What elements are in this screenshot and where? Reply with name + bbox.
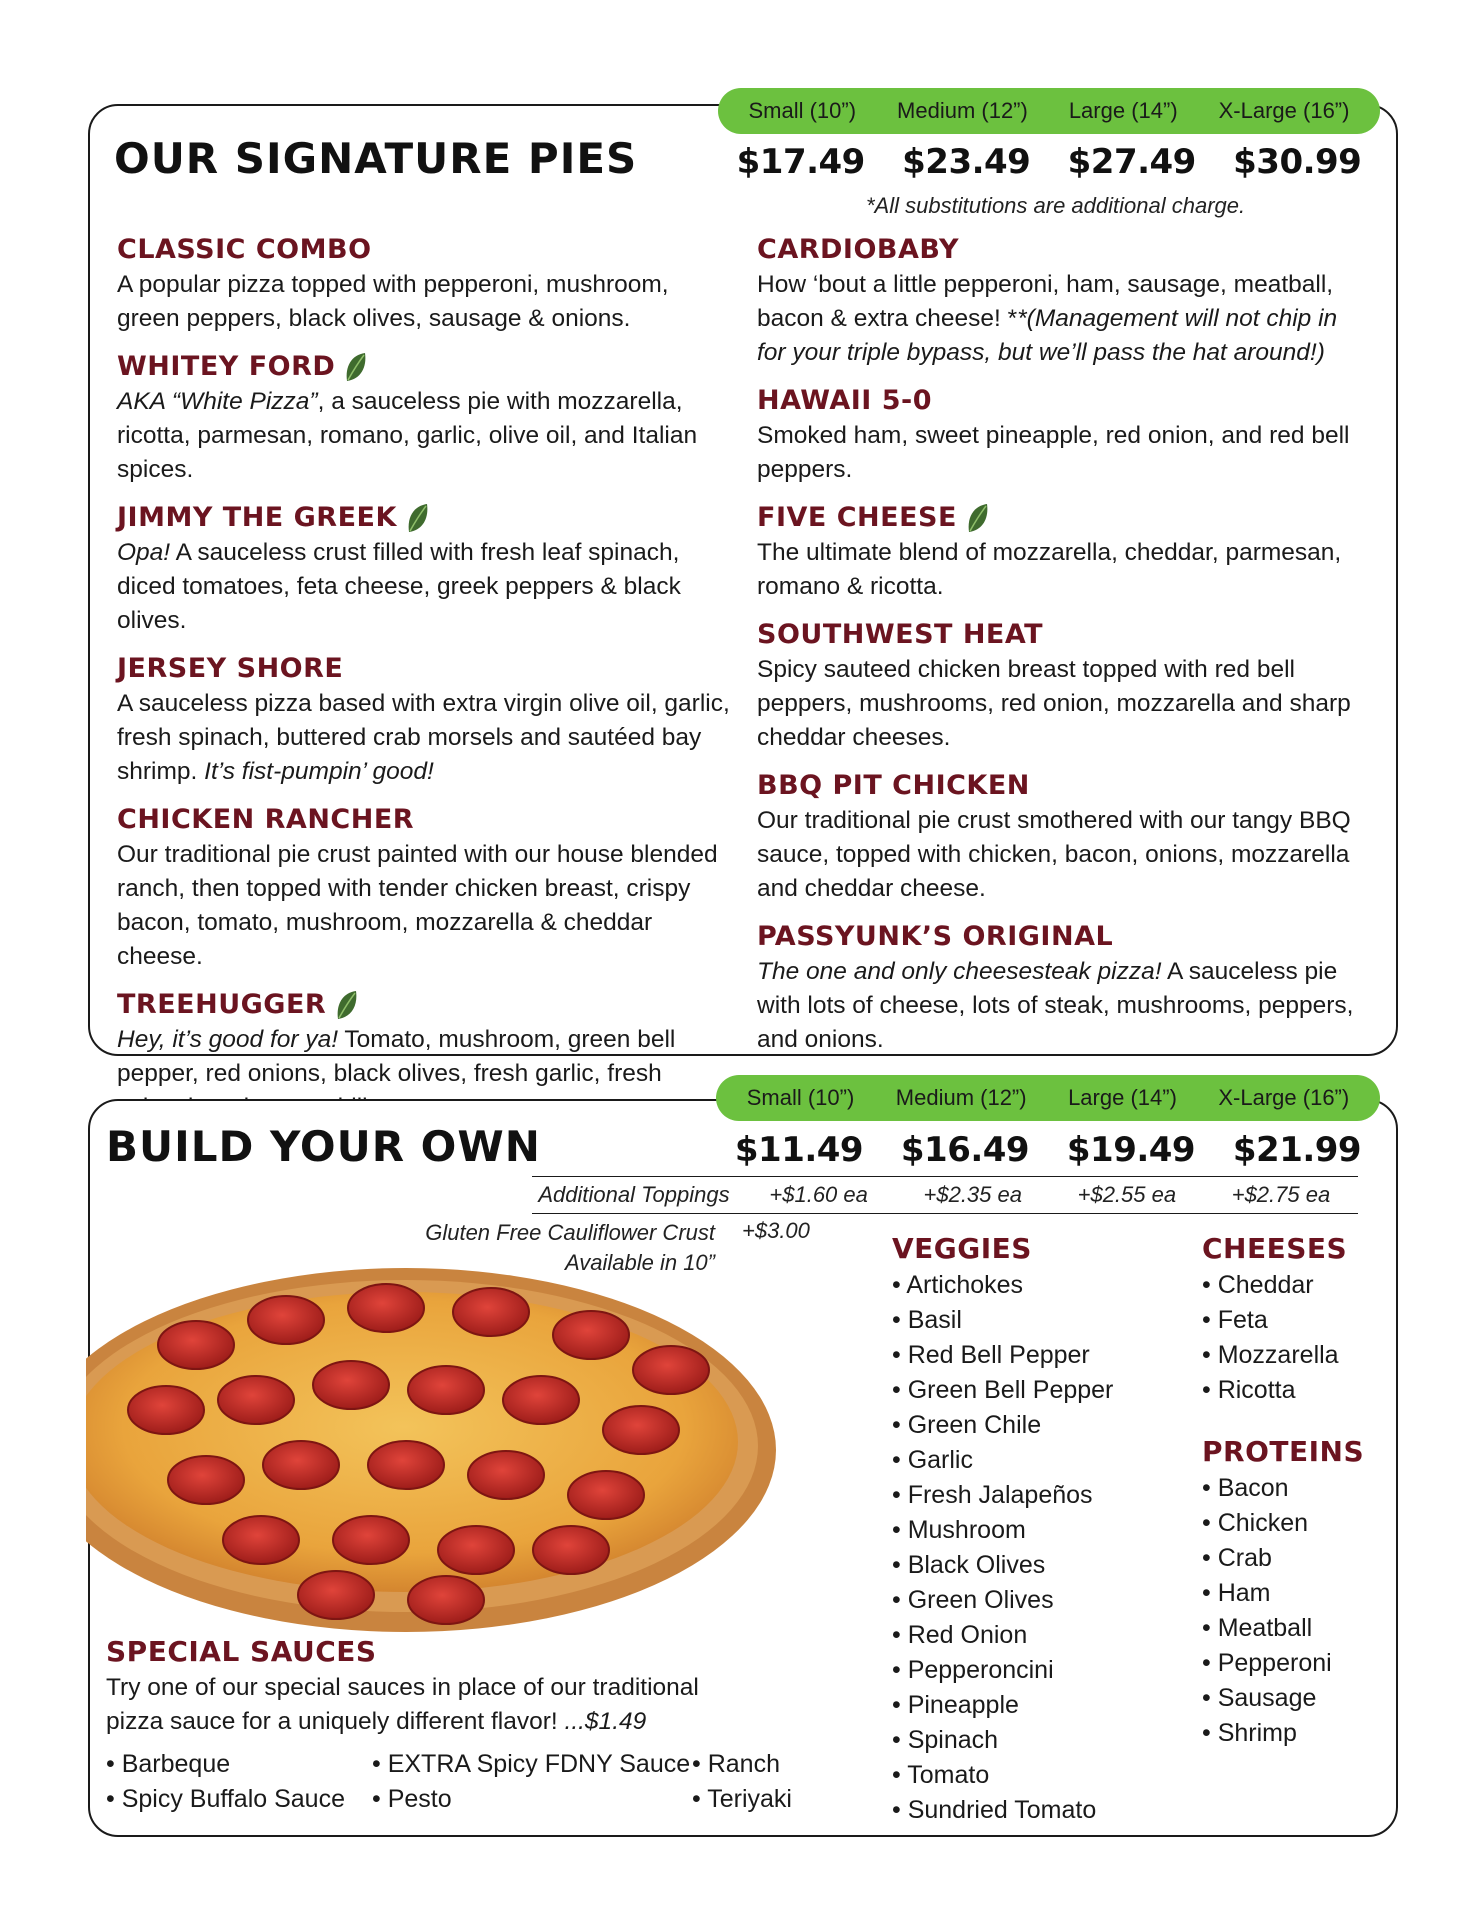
size-small: Small (10”): [748, 98, 857, 123]
pie-tagline: Opa!: [117, 539, 171, 566]
special-sauces-desc: [106, 1671, 726, 1739]
cheese-item: • Cheddar: [1202, 1268, 1364, 1303]
pepperoni-slice: [468, 1451, 544, 1499]
additional-toppings-row: [532, 1176, 1358, 1214]
veggie-item: • Pineapple: [892, 1688, 1113, 1723]
veggie-item: • Red Onion: [892, 1618, 1113, 1653]
pepperoni-slice: [633, 1346, 709, 1394]
veggies-title: VEGGIES: [892, 1232, 1032, 1265]
veggie-item: • Green Chile: [892, 1408, 1113, 1443]
pepperoni-slice: [223, 1516, 299, 1564]
size-medium: Medium (12”): [897, 98, 1028, 123]
protein-item: • Ham: [1202, 1576, 1364, 1611]
pepperoni-slice: [128, 1386, 204, 1434]
pepperoni-slice: [503, 1376, 579, 1424]
pepperoni-slice: [603, 1406, 679, 1454]
leaf-icon: [965, 502, 991, 534]
pie-name-text: CLASSIC COMBO: [117, 234, 372, 265]
build-prices: [716, 1130, 1380, 1170]
proteins-title: PROTEINS: [1202, 1435, 1365, 1468]
veggies-list: [892, 1268, 1113, 1828]
pie-item: [757, 232, 1362, 370]
veggies-column: [892, 1230, 1113, 1828]
pie-name: [757, 768, 1362, 804]
veggie-item: • Green Bell Pepper: [892, 1373, 1113, 1408]
size-xlarge: X-Large (16”): [1218, 98, 1350, 123]
pie-description: [757, 268, 1362, 370]
pie-tagline: AKA “White Pizza”: [117, 388, 318, 415]
sauce-item: • Ranch: [692, 1747, 792, 1782]
pie-name-text: CHICKEN RANCHER: [117, 804, 415, 835]
sauce-item: • Teriyaki: [692, 1782, 792, 1817]
pie-item: [757, 500, 1362, 604]
pie-name-text: JERSEY SHORE: [117, 653, 344, 684]
pie-item: [757, 768, 1362, 906]
pepperoni-slice: [568, 1471, 644, 1519]
pie-name-text: HAWAII 5-0: [757, 385, 933, 416]
pie-item: [757, 617, 1362, 755]
veggie-item: • Artichokes: [892, 1268, 1113, 1303]
leaf-icon: [405, 502, 431, 534]
gluten-free-line1: Gluten Free Cauliflower Crust: [425, 1220, 715, 1245]
protein-item: • Sausage: [1202, 1681, 1364, 1716]
pepperoni-pizza-image: [86, 1250, 786, 1640]
pepperoni-slice: [368, 1441, 444, 1489]
price-xlarge: $21.99: [1232, 1130, 1362, 1170]
pie-item: [117, 802, 733, 974]
toppings-label: Additional Toppings: [538, 1182, 730, 1207]
pie-tagline: The one and only cheesesteak pizza!: [757, 958, 1162, 985]
pepperoni-slice: [313, 1361, 389, 1409]
cheeses-column: [1202, 1230, 1364, 1751]
pie-description-text: Tomato, mushroom, green bell pepper, red onions, black olives, fresh garlic, fresh: [117, 1026, 676, 1087]
signature-title: OUR SIGNATURE PIES: [114, 134, 638, 183]
pie-name-text: WHITEY FORD: [117, 351, 336, 382]
protein-item: • Meatball: [1202, 1611, 1364, 1646]
price-large: $19.49: [1066, 1130, 1196, 1170]
protein-item: • Bacon: [1202, 1471, 1364, 1506]
size-small: Small (10”): [746, 1085, 855, 1110]
veggie-item: • Mushroom: [892, 1513, 1113, 1548]
price-medium: $23.49: [902, 142, 1031, 182]
price-medium: $16.49: [900, 1130, 1030, 1170]
pie-name: [117, 232, 733, 268]
cheese-item: • Ricotta: [1202, 1373, 1364, 1408]
pie-description: [117, 687, 733, 789]
pie-name: [117, 349, 733, 385]
cheeses-list: [1202, 1268, 1364, 1408]
pie-description-text: Our traditional pie crust painted with our house blended ranch, then topped with tender chicken breast, crispy bacon, tomato, mushroom, mozzarella & cheddar cheese.: [117, 841, 718, 970]
pie-name: [117, 500, 733, 536]
veggie-item: • Garlic: [892, 1443, 1113, 1478]
pie-name-text: CARDIOBABY: [757, 234, 960, 265]
pie-description-text: A popular pizza topped with pepperoni, mushroom, green peppers, black olives, sausage & onions.: [117, 271, 669, 332]
pie-description: [117, 536, 733, 638]
veggie-item: • Black Olives: [892, 1548, 1113, 1583]
pie-description-text: Smoked ham, sweet pineapple, red onion, and red bell peppers.: [757, 422, 1350, 483]
pepperoni-slice: [263, 1441, 339, 1489]
sauce-item: • Pesto: [372, 1782, 690, 1817]
cheeses-title: CHEESES: [1202, 1232, 1348, 1265]
pie-description-text: The ultimate blend of mozzarella, cheddar, parmesan, romano & ricotta.: [757, 539, 1342, 600]
pepperoni-slice: [438, 1526, 514, 1574]
veggie-item: • Green Olives: [892, 1583, 1113, 1618]
pie-description-text: A sauceless pie with lots of cheese, lots of steak, mushrooms, peppers, and onions.: [757, 958, 1354, 1053]
cheese-item: • Mozzarella: [1202, 1338, 1364, 1373]
pie-description-tail: *(Management will not chip in for your triple bypass, but we’ll pass the hat around!): [757, 305, 1338, 366]
price-large: $27.49: [1067, 142, 1196, 182]
sauces-list-2: [372, 1747, 690, 1817]
pepperoni-slice: [408, 1366, 484, 1414]
pie-name-text: FIVE CHEESE: [757, 502, 957, 533]
pie-description-tail: It’s fist-pumpin’ good!: [204, 758, 434, 785]
pepperoni-slice: [298, 1571, 374, 1619]
pie-description-text: Our traditional pie crust smothered with our tangy BBQ sauce, topped with chicken, bacon, onions, mozzarella and cheddar cheese.: [757, 807, 1351, 902]
veggie-item: • Red Bell Pepper: [892, 1338, 1113, 1373]
veggie-item: • Fresh Jalapeños: [892, 1478, 1113, 1513]
special-sauces-text: Try one of our special sauces in place of our traditional pizza sauce for a uniquely different flavor!: [106, 1674, 699, 1735]
leaf-icon: [334, 989, 360, 1021]
size-medium: Medium (12”): [895, 1085, 1027, 1110]
signature-prices: [718, 142, 1380, 182]
price-small: $11.49: [734, 1130, 864, 1170]
protein-item: • Chicken: [1202, 1506, 1364, 1541]
pie-tagline: Hey, it’s good for ya!: [117, 1026, 339, 1053]
size-xlarge: X-Large (16”): [1218, 1085, 1350, 1110]
pie-name-text: SOUTHWEST HEAT: [757, 619, 1044, 650]
pepperoni-slice: [168, 1456, 244, 1504]
price-small: $17.49: [736, 142, 865, 182]
signature-left-column: [117, 232, 733, 1138]
pie-name: [757, 919, 1362, 955]
pepperoni-slice: [553, 1311, 629, 1359]
pie-name: [757, 383, 1362, 419]
pepperoni-slice: [348, 1284, 424, 1332]
veggie-item: • Pepperoncini: [892, 1653, 1113, 1688]
size-large: Large (14”): [1068, 1085, 1177, 1110]
pie-description: [117, 268, 733, 336]
pepperoni-slice: [218, 1376, 294, 1424]
sauce-item: • EXTRA Spicy FDNY Sauce: [372, 1747, 690, 1782]
pie-description-text: A sauceless pizza based with extra virgin olive oil, garlic, fresh spinach, buttered crab morsels and sautéed bay shrimp.: [117, 690, 730, 785]
veggie-item: • Spinach: [892, 1723, 1113, 1758]
proteins-list: [1202, 1471, 1364, 1751]
pie-name: [117, 802, 733, 838]
toppings-price-xlarge: +$2.75 ea: [1231, 1182, 1331, 1207]
build-size-bar: [716, 1075, 1380, 1121]
pie-item: [117, 232, 733, 336]
toppings-price-medium: +$2.35 ea: [923, 1182, 1022, 1207]
pie-description: [757, 653, 1362, 755]
pie-item: [757, 383, 1362, 487]
cheese-item: • Feta: [1202, 1303, 1364, 1338]
signature-size-bar: [718, 88, 1380, 134]
pie-item: [117, 349, 733, 487]
pie-description-text: Spicy sauteed chicken breast topped with red bell peppers, mushrooms, red onion, mozzarella and sharp cheddar cheeses.: [757, 656, 1351, 751]
pepperoni-slice: [248, 1296, 324, 1344]
pepperoni-slice: [333, 1516, 409, 1564]
toppings-price-small: +$1.60 ea: [769, 1182, 868, 1207]
protein-item: • Pepperoni: [1202, 1646, 1364, 1681]
toppings-price-large: +$2.55 ea: [1077, 1182, 1177, 1207]
gluten-free-line2: Available in 10”: [564, 1250, 715, 1275]
pie-description-text: A sauceless crust filled with fresh leaf spinach, diced tomatoes, feta cheese, greek peppers & black olives.: [117, 539, 681, 634]
pie-description: [757, 804, 1362, 906]
pie-item: [757, 919, 1362, 1057]
special-sauces-section: [106, 1633, 726, 1739]
pepperoni-slice: [158, 1321, 234, 1369]
sauce-item: • Spicy Buffalo Sauce: [106, 1782, 345, 1817]
pie-description: [117, 838, 733, 974]
pepperoni-slice: [408, 1576, 484, 1624]
sauces-list-3: [692, 1747, 792, 1817]
pie-name-text: PASSYUNK’S ORIGINAL: [757, 921, 1114, 952]
pie-description: [757, 955, 1362, 1057]
pie-name: [117, 987, 733, 1023]
pie-description: [117, 385, 733, 487]
price-xlarge: $30.99: [1233, 142, 1362, 182]
veggie-item: • Basil: [892, 1303, 1113, 1338]
pie-name: [117, 651, 733, 687]
pie-item: [117, 651, 733, 789]
signature-right-column: [757, 232, 1362, 1070]
sauce-item: • Barbeque: [106, 1747, 345, 1782]
veggie-item: • Tomato: [892, 1758, 1113, 1793]
pie-name-text: TREEHUGGER: [117, 989, 327, 1020]
leaf-icon: [343, 351, 369, 383]
substitution-note: *All substitutions are additional charge.: [866, 193, 1246, 218]
build-title: BUILD YOUR OWN: [106, 1122, 541, 1171]
pie-item: [117, 500, 733, 638]
protein-item: • Crab: [1202, 1541, 1364, 1576]
pie-description: [757, 536, 1362, 604]
pepperoni-slice: [453, 1288, 529, 1336]
gluten-free-price: +$3.00: [742, 1218, 810, 1243]
size-large: Large (14”): [1068, 98, 1178, 123]
pie-name: [757, 617, 1362, 653]
special-sauces-price: ...$1.49: [564, 1708, 647, 1735]
pie-description: [757, 419, 1362, 487]
pie-description-text: , a sauceless pie with mozzarella, ricotta, parmesan, romano, garlic, olive oil, and Italian spices.: [117, 388, 698, 483]
pepperoni-slice: [533, 1526, 609, 1574]
pie-name-text: JIMMY THE GREEK: [117, 502, 397, 533]
pie-name-text: BBQ PIT CHICKEN: [757, 770, 1030, 801]
special-sauces-title: SPECIAL SAUCES: [106, 1635, 377, 1668]
pie-description-text: How ‘bout a little pepperoni, ham, sausage, meatball, bacon & extra cheese! *: [757, 271, 1334, 332]
sauces-list-1: [106, 1747, 345, 1817]
pie-name: [757, 500, 1362, 536]
veggie-item: • Sundried Tomato: [892, 1793, 1113, 1828]
pie-name: [757, 232, 1362, 268]
protein-item: • Shrimp: [1202, 1716, 1364, 1751]
